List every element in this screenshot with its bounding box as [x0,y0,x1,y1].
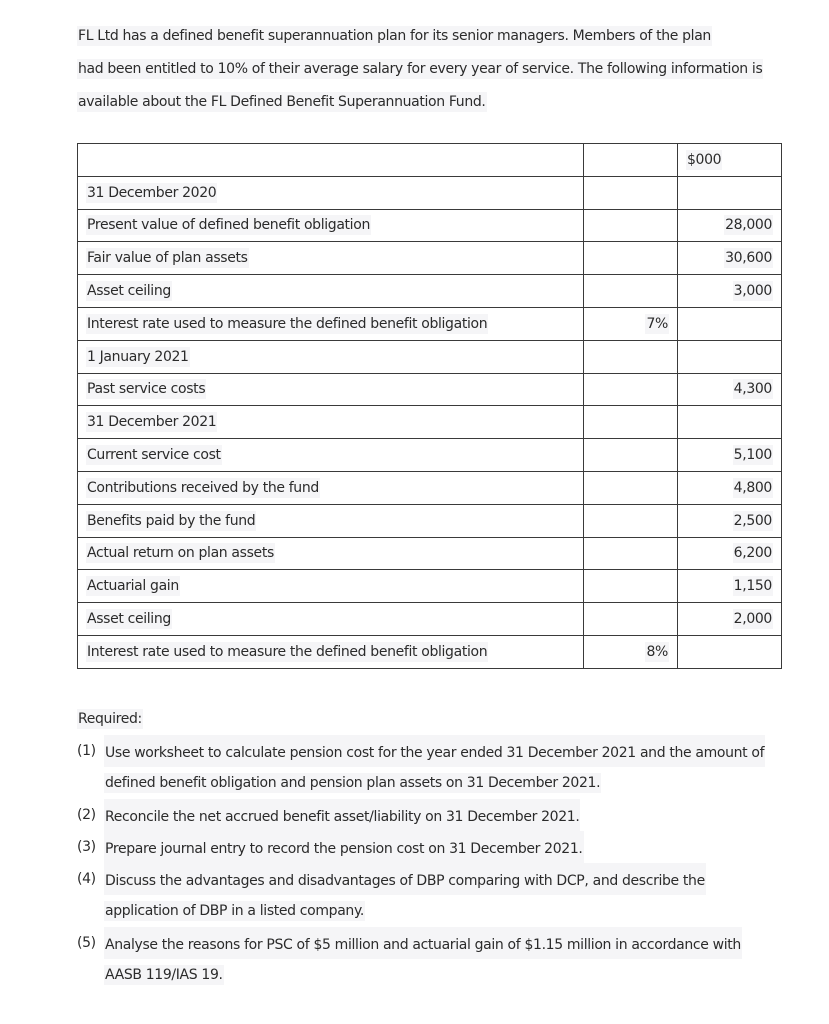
row-label: Interest rate used to measure the defined benefit obligation [78,307,584,340]
required-item-1 [77,735,797,799]
item-text: defined benefit obligation and pension plan assets on 31 December 2021. [105,775,601,791]
row-amount: 3,000 [678,275,782,308]
table-row [78,570,782,603]
row-amount: 2,500 [678,504,782,537]
header-label-cell [78,144,584,177]
intro-line: FL Ltd has a defined benefit superannuation plan for its senior managers. Members of the plan [78,28,711,44]
item-number: (1) [77,743,96,759]
item-text: Discuss the advantages and disadvantages of DBP comparing with DCP, and describe the [104,863,706,895]
unit-label: $000 [687,151,722,168]
item-text: Analyse the reasons for PSC of $5 million and actuarial gain of $1.15 million in accordance with [104,927,742,959]
header-rate-cell [584,144,678,177]
header-amount-cell [678,144,782,177]
item-number: (3) [77,839,96,855]
row-rate [584,242,678,275]
row-amount: 5,100 [678,439,782,472]
row-label: 1 January 2021 [78,340,584,373]
table-row [78,635,782,668]
table-row [78,537,782,570]
row-amount: 28,000 [678,209,782,242]
row-amount [678,176,782,209]
table-row [78,275,782,308]
row-rate [584,603,678,636]
row-rate [584,209,678,242]
required-title: Required: [78,711,142,727]
row-amount [678,307,782,340]
table-row-section [78,176,782,209]
row-amount: 6,200 [678,537,782,570]
row-amount: 4,300 [678,373,782,406]
row-rate [584,537,678,570]
table-header-row [78,144,782,177]
item-text: Prepare journal entry to record the pension cost on 31 December 2021. [104,831,584,863]
row-rate [584,439,678,472]
table-row-section [78,340,782,373]
table-row [78,307,782,340]
item-text: Use worksheet to calculate pension cost for the year ended 31 December 2021 and the amount of [104,735,765,767]
row-label: Fair value of plan assets [78,242,584,275]
table-row [78,504,782,537]
table-row [78,242,782,275]
row-rate [584,570,678,603]
row-label: 31 December 2020 [78,176,584,209]
fund-information-table [77,143,782,669]
row-label: Benefits paid by the fund [78,504,584,537]
row-label: Current service cost [78,439,584,472]
row-label: Present value of defined benefit obligation [78,209,584,242]
required-item-2 [77,799,797,831]
table-row [78,603,782,636]
table-row [78,439,782,472]
row-amount [678,406,782,439]
item-text: AASB 119/IAS 19. [105,967,223,983]
item-number: (2) [77,807,96,823]
table-row-section [78,406,782,439]
row-label: 31 December 2021 [78,406,584,439]
table-row [78,471,782,504]
item-text: Reconcile the net accrued benefit asset/liability on 31 December 2021. [104,799,580,831]
row-amount [678,340,782,373]
row-rate [584,373,678,406]
intro-paragraph [77,20,777,119]
intro-line: had been entitled to 10% of their average salary for every year of service. The following information is [78,61,763,77]
required-item-4 [77,863,797,927]
row-amount: 2,000 [678,603,782,636]
row-label: Asset ceiling [78,275,584,308]
item-text: application of DBP in a listed company. [105,903,364,919]
required-section [77,703,797,991]
row-amount: 1,150 [678,570,782,603]
row-label: Actual return on plan assets [78,537,584,570]
row-label: Actuarial gain [78,570,584,603]
row-label: Past service costs [78,373,584,406]
row-rate [584,406,678,439]
intro-line: available about the FL Defined Benefit Superannuation Fund. [78,94,486,110]
required-item-5 [77,927,797,991]
row-amount [678,635,782,668]
row-rate [584,504,678,537]
table-row [78,209,782,242]
row-rate [584,176,678,209]
row-rate: 7% [584,307,678,340]
row-label: Interest rate used to measure the defined benefit obligation [78,635,584,668]
row-amount: 4,800 [678,471,782,504]
row-amount: 30,600 [678,242,782,275]
row-rate [584,275,678,308]
item-number: (5) [77,935,96,951]
table-row [78,373,782,406]
item-number: (4) [77,871,96,887]
row-rate: 8% [584,635,678,668]
row-rate [584,471,678,504]
required-item-3 [77,831,797,863]
row-label: Asset ceiling [78,603,584,636]
row-label: Contributions received by the fund [78,471,584,504]
row-rate [584,340,678,373]
